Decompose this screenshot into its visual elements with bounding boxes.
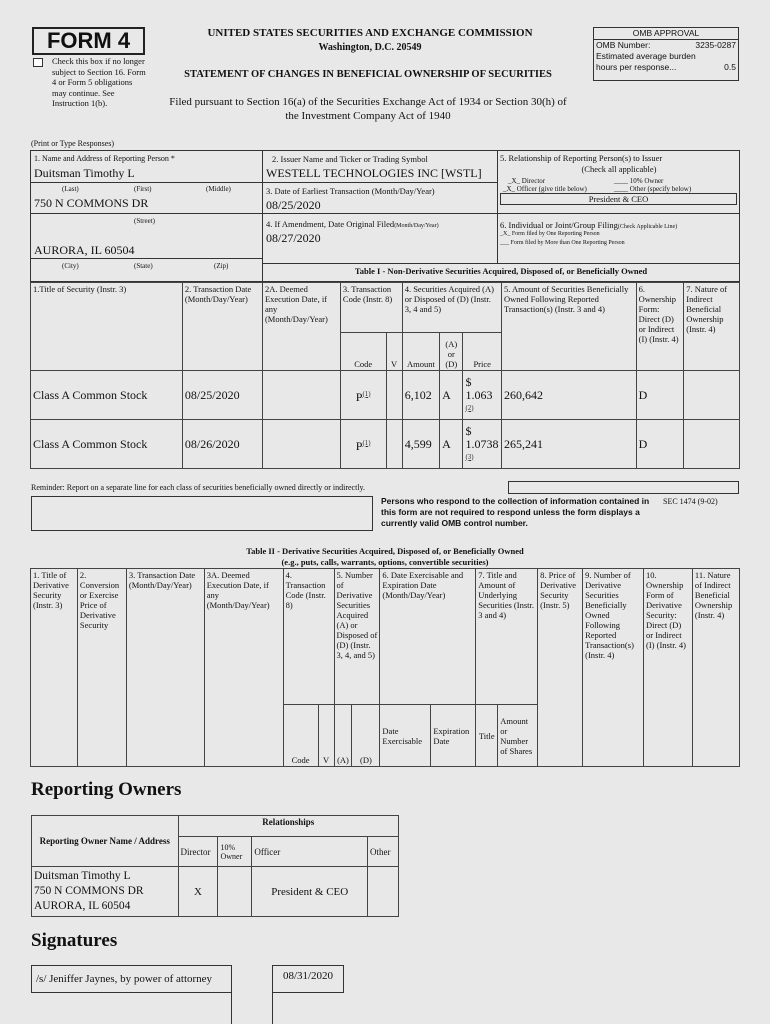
owners-col-other: Other bbox=[368, 837, 399, 867]
joint-more-option[interactable]: ___ Form filed by More than One Reporting Person bbox=[500, 240, 625, 246]
relationship-label: 5. Relationship of Reporting Person(s) to Issuer bbox=[500, 153, 663, 163]
t1-row1-code: P bbox=[355, 389, 363, 404]
owner-officer: President & CEO bbox=[252, 867, 368, 917]
t1-col-deemed: 2A. Deemed Execution Date, if any (Month/Day/Year) bbox=[262, 283, 340, 371]
city-caption: (City) bbox=[62, 262, 79, 270]
t1-row1-ad: A bbox=[440, 371, 463, 420]
t2-col-deemed: 3A. Deemed Execution Date, if any (Month/Day/Year) bbox=[204, 569, 283, 767]
t1-sub-aord: (A) or (D) bbox=[440, 333, 463, 371]
director-option[interactable]: _X_ Director bbox=[508, 177, 546, 185]
t2-sub-a: (A) bbox=[334, 705, 352, 767]
t1-row2-code: P bbox=[355, 438, 363, 453]
street-value: 750 N COMMONS DR bbox=[34, 196, 149, 210]
name-last-caption: (Last) bbox=[62, 185, 79, 193]
table2-derivative bbox=[30, 568, 740, 767]
owner-line3: AURORA, IL 60504 bbox=[34, 900, 131, 912]
t1-row1-owned: 260,642 bbox=[501, 371, 636, 420]
t2-col-title: 1. Title of Derivative Security (Instr. 3) bbox=[31, 569, 78, 767]
omb-hours-label: hours per response... bbox=[596, 62, 677, 72]
t1-row2-owned: 265,241 bbox=[501, 420, 636, 469]
omb-number: 3235-0287 bbox=[695, 40, 736, 50]
joint-one-option[interactable]: _X_ Form filed by One Reporting Person bbox=[500, 231, 600, 237]
reporting-owners-heading: Reporting Owners bbox=[31, 779, 182, 800]
t1-row2-title: Class A Common Stock bbox=[31, 420, 183, 469]
t1-row2-date: 08/26/2020 bbox=[182, 420, 262, 469]
t2-col-form: 10. Ownership Form of Derivative Security: Direct (D) or Indirect (I) (Instr. 4) bbox=[644, 569, 693, 767]
t1-row1-price: $ 1.063 bbox=[465, 374, 493, 402]
t2-sub-exercisable: Date Exercisable bbox=[380, 705, 431, 767]
t2-col-number: 5. Number of Derivative Securities Acquired (A) or Disposed of (D) (Instr. 3, 4, and 5) bbox=[334, 569, 380, 705]
print-type: (Print or Type Responses) bbox=[31, 139, 115, 148]
persons-respond-text: Persons who respond to the collection of information contained in this form are not required to respond unless the form displays a currently valid OMB control number. bbox=[381, 496, 650, 528]
t2-col-code: 4. Transaction Code (Instr. 8) bbox=[283, 569, 334, 705]
t1-col-title: 1.Title of Security (Instr. 3) bbox=[31, 283, 183, 371]
t2-col-conversion: 2. Conversion or Exercise Price of Derivative Security bbox=[77, 569, 126, 767]
signer: /s/ Jeniffer Jaynes, by power of attorney bbox=[36, 973, 213, 985]
form-title-box bbox=[32, 27, 145, 55]
t1-row2-ad: A bbox=[440, 420, 463, 469]
street-caption: (Street) bbox=[134, 217, 155, 225]
t1-row2-price-footnote[interactable]: (3) bbox=[465, 452, 474, 461]
agency-location: Washington, D.C. 20549 bbox=[318, 42, 422, 53]
t2-sub-d: (D) bbox=[352, 705, 380, 767]
omb-number-label: OMB Number: bbox=[596, 40, 651, 50]
relationship-sub: (Check all applicable) bbox=[581, 164, 657, 174]
omb-burden-label: Estimated average burden bbox=[596, 51, 696, 61]
t1-sub-v: V bbox=[386, 333, 402, 371]
t1-sub-code: Code bbox=[340, 333, 386, 371]
t1-col-form: 6. Ownership Form: Direct (D) or Indirect (I) (Instr. 4) bbox=[636, 283, 684, 371]
t1-row2-amount: 4,599 bbox=[402, 420, 439, 469]
ten-pct-option[interactable]: ____ 10% Owner bbox=[614, 177, 664, 185]
t2-col-date: 3. Transaction Date (Month/Day/Year) bbox=[126, 569, 204, 767]
t1-col-date: 2. Transaction Date (Month/Day/Year) bbox=[182, 283, 262, 371]
agency-name: UNITED STATES SECURITIES AND EXCHANGE COMMISSION bbox=[207, 27, 533, 39]
state-caption: (State) bbox=[134, 262, 153, 270]
statement-title: STATEMENT OF CHANGES IN BENEFICIAL OWNERSHIP OF SECURITIES bbox=[184, 69, 552, 80]
issuer-label: 2. Issuer Name and Ticker or Trading Symbol bbox=[272, 154, 428, 164]
joint-filing-sub: (Check Applicable Line) bbox=[617, 224, 678, 230]
owners-col-name: Reporting Owner Name / Address bbox=[32, 816, 179, 867]
owner-line2: 750 N COMMONS DR bbox=[34, 885, 144, 897]
t2-col-nature: 11. Nature of Indirect Beneficial Ownership (Instr. 4) bbox=[692, 569, 739, 767]
reminder-text: Reminder: Report on a separate line for each class of securities beneficially owned directly or indirectly. bbox=[31, 483, 366, 492]
amendment-value: 08/27/2020 bbox=[266, 231, 321, 245]
t1-row2-price: $ 1.0738 bbox=[465, 423, 499, 451]
officer-title-value: President & CEO bbox=[588, 194, 649, 204]
owner-line1: Duitsman Timothy L bbox=[34, 870, 131, 882]
t1-col-code: 3. Transaction Code (Instr. 8) bbox=[340, 283, 402, 333]
t1-row2-code-footnote[interactable]: (1) bbox=[362, 438, 371, 447]
table2-subtitle: (e.g., puts, calls, warrants, options, convertible securities) bbox=[281, 557, 489, 567]
signature-date-box bbox=[272, 965, 344, 993]
t1-sub-amount: Amount bbox=[402, 333, 439, 371]
officer-title-box bbox=[500, 193, 737, 205]
issuer-value: WESTELL TECHNOLOGIES INC [WSTL] bbox=[266, 166, 482, 180]
table-row bbox=[31, 420, 740, 469]
sec-code: SEC 1474 (9-02) bbox=[663, 497, 718, 506]
t2-sub-code: Code bbox=[283, 705, 318, 767]
t2-col-underlying: 7. Title and Amount of Underlying Securities (Instr. 3 and 4) bbox=[476, 569, 538, 705]
t1-row1-code-footnote[interactable]: (1) bbox=[362, 389, 371, 398]
t2-sub-v: V bbox=[318, 705, 334, 767]
omb-title: OMB APPROVAL bbox=[594, 28, 738, 40]
name-first-caption: (First) bbox=[134, 185, 152, 193]
reporting-person-name: Duitsman Timothy L bbox=[34, 166, 135, 180]
t1-col-owned: 5. Amount of Securities Beneficially Owned Following Reported Transaction(s) (Instr. 3 and 4) bbox=[501, 283, 636, 371]
t1-sub-price: Price bbox=[463, 333, 501, 371]
t1-row1-title: Class A Common Stock bbox=[31, 371, 183, 420]
t1-row1-date: 08/25/2020 bbox=[182, 371, 262, 420]
name-middle-caption: (Middle) bbox=[206, 185, 231, 193]
reporting-person-label: 1. Name and Address of Reporting Person * bbox=[34, 154, 175, 163]
owners-col-10pct: 10% Owner bbox=[218, 837, 252, 867]
city-state-zip-value: AURORA, IL 60504 bbox=[34, 243, 135, 257]
owner-director: X bbox=[178, 867, 218, 917]
no-longer-subject-checkbox[interactable] bbox=[33, 58, 43, 67]
t1-col-acquired: 4. Securities Acquired (A) or Disposed of (D) (Instr. 3, 4 and 5) bbox=[402, 283, 501, 333]
filed-pursuant-2: the Investment Company Act of 1940 bbox=[285, 110, 451, 122]
signature-box bbox=[31, 965, 232, 993]
table1-title: Table I - Non-Derivative Securities Acquired, Disposed of, or Beneficially Owned bbox=[354, 266, 648, 276]
joint-filing-label: 6. Individual or Joint/Group Filing bbox=[500, 220, 618, 230]
table-row bbox=[31, 371, 740, 420]
signatures-heading: Signatures bbox=[31, 930, 118, 951]
owners-col-relationships: Relationships bbox=[178, 816, 399, 837]
table1-non-derivative bbox=[30, 282, 740, 469]
table2-title: Table II - Derivative Securities Acquired, Disposed of, or Beneficially Owned bbox=[246, 546, 524, 556]
t1-row1-price-footnote[interactable]: (2) bbox=[465, 403, 474, 412]
other-option[interactable]: ____ Other (specify below) bbox=[614, 185, 692, 193]
amendment-label: 4. If Amendment, Date Original Filed bbox=[266, 219, 395, 229]
t2-col-exercisable: 6. Date Exercisable and Expiration Date (Month/Day/Year) bbox=[380, 569, 476, 705]
t2-col-owned: 9. Number of Derivative Securities Beneficially Owned Following Reported Transaction(s) (Instr. 4) bbox=[583, 569, 644, 767]
t2-sub-amount: Amount or Number of Shares bbox=[498, 705, 538, 767]
zip-caption: (Zip) bbox=[214, 262, 229, 270]
earliest-tx-label: 3. Date of Earliest Transaction (Month/Day/Year) bbox=[266, 186, 435, 196]
checkbox-text: Check this box if no longer subject to Section 16. Form 4 or Form 5 obligations may continue. See Instruction 1(b). bbox=[52, 56, 146, 108]
signature-date: 08/31/2020 bbox=[282, 970, 334, 982]
t2-sub-title: Title bbox=[476, 705, 498, 767]
persons-respond-box-left bbox=[31, 496, 373, 531]
owners-col-director: Director bbox=[178, 837, 218, 867]
t1-col-nature: 7. Nature of Indirect Beneficial Ownership (Instr. 4) bbox=[684, 283, 740, 371]
table-row bbox=[32, 867, 399, 917]
reminder-input bbox=[508, 481, 739, 494]
t1-row1-amount: 6,102 bbox=[402, 371, 439, 420]
t1-row2-form: D bbox=[636, 420, 684, 469]
form-title: FORM 4 bbox=[46, 28, 131, 53]
owners-col-officer: Officer bbox=[252, 837, 368, 867]
t2-col-price: 8. Price of Derivative Security (Instr. 5) bbox=[538, 569, 583, 767]
filed-pursuant-1: Filed pursuant to Section 16(a) of the Securities Exchange Act of 1934 or Section 30(h) of bbox=[169, 96, 567, 108]
t1-row1-form: D bbox=[636, 371, 684, 420]
earliest-tx-value: 08/25/2020 bbox=[266, 198, 321, 212]
omb-approval-box bbox=[593, 27, 739, 81]
omb-hours: 0.5 bbox=[724, 62, 736, 72]
reporting-owners-table bbox=[31, 815, 399, 917]
amendment-sub: (Month/Day/Year) bbox=[394, 223, 439, 229]
t2-sub-expiration: Expiration Date bbox=[431, 705, 476, 767]
officer-option[interactable]: _X_ Officer (give title below) bbox=[503, 185, 587, 193]
